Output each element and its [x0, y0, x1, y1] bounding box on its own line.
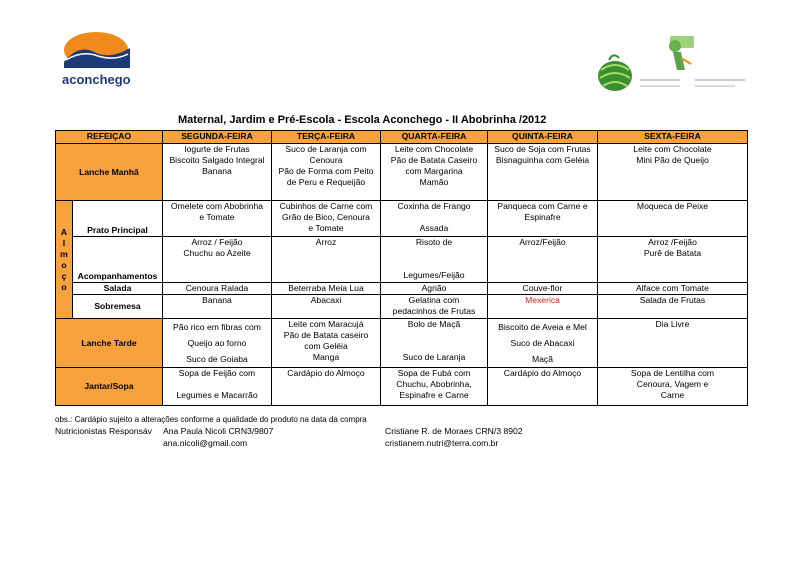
row-label-prato-principal: Prato Principal	[73, 201, 163, 237]
menu-cell: Agrião	[381, 283, 488, 295]
row-label-acompanhamentos: Acompanhamentos	[73, 237, 163, 283]
menu-cell: Cardápio do Almoço	[488, 368, 598, 406]
table-row	[56, 237, 748, 283]
nutritionists-label: Nutricionistas Responsáv	[55, 426, 152, 436]
almoco-label: A l m o ç o	[56, 201, 73, 319]
menu-cell: Leite com Chocolate Pão de Batata Caseiro com Margarina Mamão	[381, 144, 488, 201]
menu-cell: Abacaxi	[272, 295, 381, 319]
nutrition-logos	[585, 30, 755, 100]
menu-cell: Risoto de Legumes/Feijão	[381, 237, 488, 283]
menu-cell: Gelatina com pedacinhos de Frutas	[381, 295, 488, 319]
menu-cell: Cubinhos de Carne com Grão de Bico, Cenoura e Tomate	[272, 201, 381, 237]
header-refeicao: REFEIÇAO	[56, 131, 163, 144]
menu-cell: Panqueca com Carne e Espinafre	[488, 201, 598, 237]
menu-cell: Leite com Maracujá Pão de Batata caseiro com Geléia Manga	[272, 319, 381, 368]
menu-cell: Biscoito de Aveia e Mel Suco de Abacaxi Maçã	[488, 319, 598, 368]
row-label-lanche-tarde: Lanche Tarde	[56, 319, 163, 368]
menu-cell: Cardápio do Almoço	[272, 368, 381, 406]
menu-cell: Sopa de Lentilha com Cenoura, Vagem e Carne	[598, 368, 748, 406]
menu-cell: Arroz/Feijão	[488, 237, 598, 283]
menu-cell: Sopa de Feijão com Legumes e Macarrão	[163, 368, 272, 406]
row-label-salada: Salada	[73, 283, 163, 295]
aconchego-logo	[58, 28, 138, 90]
menu-cell: Leite com Chocolate Mini Pão de Queijo	[598, 144, 748, 201]
row-label-sobremesa: Sobremesa	[73, 295, 163, 319]
menu-cell: Alface com Tomate	[598, 283, 748, 295]
header-row	[56, 131, 748, 144]
watermelon-icon	[598, 55, 632, 91]
menu-cell: Dia Livre	[598, 319, 748, 368]
mascot-icon	[669, 36, 694, 70]
observation-note: obs.: Cardápio sujeito a alterações conforme a qualidade do produto na data da compra	[55, 415, 367, 424]
menu-cell: Omelete com Abobrinha e Tomate	[163, 201, 272, 237]
menu-cell: Moqueca de Peixe	[598, 201, 748, 237]
table-row	[56, 319, 748, 368]
table-row	[56, 368, 748, 406]
nutritionist-1-name: Ana Paula Nicoli CRN3/9807	[163, 426, 274, 436]
row-label-jantar: Jantar/Sopa	[56, 368, 163, 406]
menu-cell: Mexerica	[488, 295, 598, 319]
table-row	[56, 201, 748, 237]
nutritionist-1-email: ana.nicoli@gmail.com	[163, 438, 248, 448]
table-row	[56, 283, 748, 295]
header-sexta: SEXTA-FEIRA	[598, 131, 748, 144]
menu-cell: Sopa de Fubá com Chuchu, Abobrinha, Espinafre e Carne	[381, 368, 488, 406]
header-quinta: QUINTA-FEIRA	[488, 131, 598, 144]
menu-cell: Arroz	[272, 237, 381, 283]
header-segunda: SEGUNDA-FEIRA	[163, 131, 272, 144]
menu-cell: Suco de Soja com Frutas Bisnaguinha com Geléia	[488, 144, 598, 201]
logo-text: aconchego	[62, 72, 131, 87]
menu-cell: Arroz / Feijão Chuchu ao Azeite	[163, 237, 272, 283]
menu-cell: Suco de Laranja com Cenoura Pão de Forma com Peito de Peru e Requeijão	[272, 144, 381, 201]
menu-cell: Couve-flor	[488, 283, 598, 295]
row-label-lanche-manha: Lanche Manhã	[56, 144, 163, 201]
header-terca: TERÇA-FEIRA	[272, 131, 381, 144]
menu-cell: Banana	[163, 295, 272, 319]
table-row	[56, 144, 748, 201]
menu-cell: Arroz /Feijão Purê de Batata	[598, 237, 748, 283]
menu-cell: Pão rico em fibras com Queijo ao forno Suco de Goiaba	[163, 319, 272, 368]
nutritionist-2-email: cristianem.nutri@terra.com.br	[385, 438, 499, 448]
table-row	[56, 295, 748, 319]
menu-cell: Bolo de Maçã Suco de Laranja	[381, 319, 488, 368]
menu-cell: Cenoura Ralada	[163, 283, 272, 295]
menu-table	[55, 130, 748, 406]
menu-cell: Iogurte de Frutas Biscoito Salgado Integral Banana	[163, 144, 272, 201]
menu-cell: Coxinha de Frango Assada	[381, 201, 488, 237]
header-quarta: QUARTA-FEIRA	[381, 131, 488, 144]
page-title: Maternal, Jardim e Pré-Escola - Escola Aconchego - II Abobrinha /2012	[178, 114, 547, 126]
nutritionist-2-name: Cristiane R. de Moraes CRN/3 8902	[385, 426, 523, 436]
menu-cell: Salada de Frutas	[598, 295, 748, 319]
menu-cell: Beterraba Meia Lua	[272, 283, 381, 295]
